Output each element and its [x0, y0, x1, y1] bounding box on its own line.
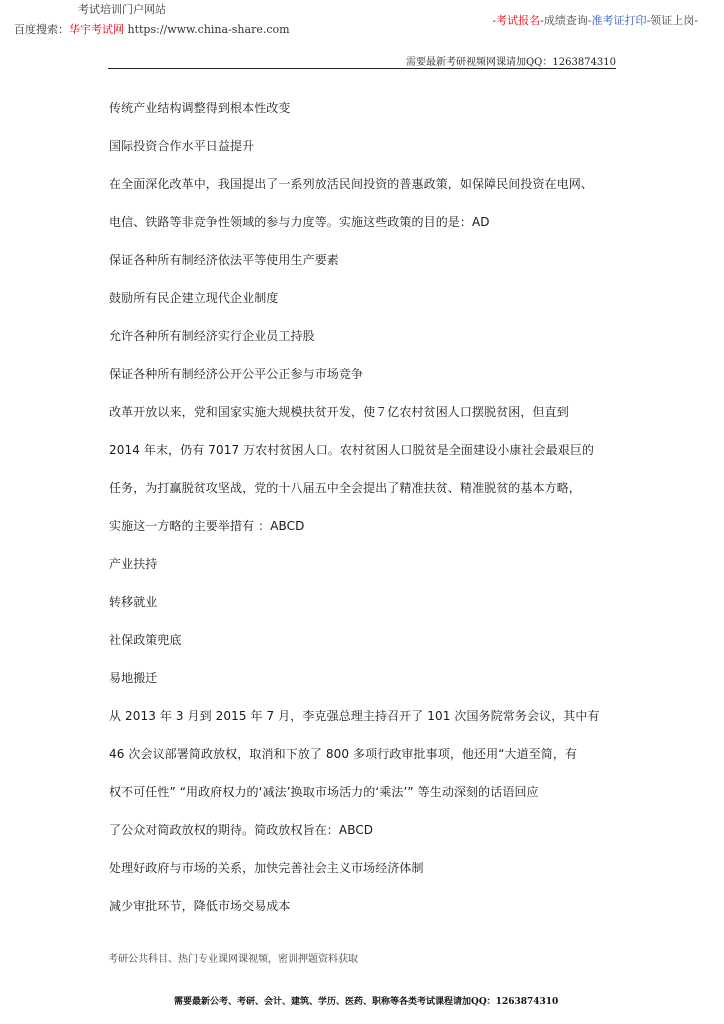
text-line: 国际投资合作水平日益提升 — [109, 139, 255, 153]
text-line: 权不可任性” “用政府权力的‘减法’换取市场活力的‘乘法’” 等生动深刻的话语回应 — [109, 785, 539, 799]
link-admission-ticket[interactable]: -准考证打印 — [587, 14, 647, 27]
header-links — [492, 12, 698, 28]
site-url[interactable]: https://www.china-share.com — [127, 23, 290, 36]
text-line: 易地搬迁 — [109, 671, 158, 685]
footer-note: 考研公共科目、热门专业课网课视频，密训押题资料获取 — [108, 954, 358, 965]
text-line: 处理好政府与市场的关系，加快完善社会主义市场经济体制 — [109, 861, 424, 875]
footer-contact: 需要最新公考、考研、会计、建筑、学历、医药、职称等各类考试课程请加QQ：1263874310 — [174, 997, 559, 1007]
text-line: 电信、铁路等非竞争性领域的参与力度等。实施这些政策的目的是：AD — [109, 215, 490, 229]
text-line: 任务，为打赢脱贫攻坚战，党的十八届五中全会提出了精准扶贫、精准脱贫的基本方略， — [109, 481, 581, 495]
link-exam-registration[interactable]: -考试报名 — [492, 14, 541, 27]
text-line: 减少审批环节，降低市场交易成本 — [109, 899, 291, 913]
link-certificate[interactable]: -领证上岗- — [646, 14, 698, 27]
text-line: 46 次会议部署简政放权，取消和下放了 800 多项行政审批事项，他还用“大道至简，有 — [109, 747, 578, 761]
text-line: 鼓励所有民企建立现代企业制度 — [109, 291, 279, 305]
text-line: 传统产业结构调整得到根本性改变 — [109, 101, 291, 115]
text-line: 社保政策兜底 — [109, 633, 182, 647]
link-score-query[interactable]: -成绩查询 — [540, 14, 588, 27]
search-keyword[interactable]: 华宇考试网 — [69, 23, 124, 36]
text-line: 在全面深化改革中，我国提出了一系列放活民间投资的普惠政策，如保障民间投资在电网、 — [109, 177, 594, 191]
text-line: 从 2013 年 3 月到 2015 年 7 月，李克强总理主持召开了 101 次国务院常务会议，其中有 — [109, 709, 600, 723]
header-contact: 需要最新考研视频网课请加QQ：1263874310 — [405, 57, 616, 68]
search-prefix: 百度搜索： — [14, 23, 69, 36]
search-hint — [14, 21, 290, 37]
header-divider — [108, 68, 616, 69]
text-line: 实施这一方略的主要举措有 ：ABCD — [109, 519, 305, 533]
text-line: 转移就业 — [109, 595, 158, 609]
text-line: 保证各种所有制经济公开公平公正参与市场竞争 — [109, 367, 364, 381]
text-line: 了公众对简政放权的期待。简政放权旨在：ABCD — [109, 823, 374, 837]
text-line: 允许各种所有制经济实行企业员工持股 — [109, 329, 315, 343]
site-tagline: 考试培训门户网站 — [78, 3, 166, 16]
text-line: 保证各种所有制经济依法平等使用生产要素 — [109, 253, 339, 267]
text-line: 改革开放以来，党和国家实施大规模扶贫开发，使７亿农村贫困人口摆脱贫困，但直到 — [109, 405, 569, 419]
text-line: 产业扶持 — [109, 557, 158, 571]
text-line: 2014 年末，仍有 7017 万农村贫困人口。农村贫困人口脱贫是全面建设小康社会最艰巨的 — [109, 443, 595, 457]
